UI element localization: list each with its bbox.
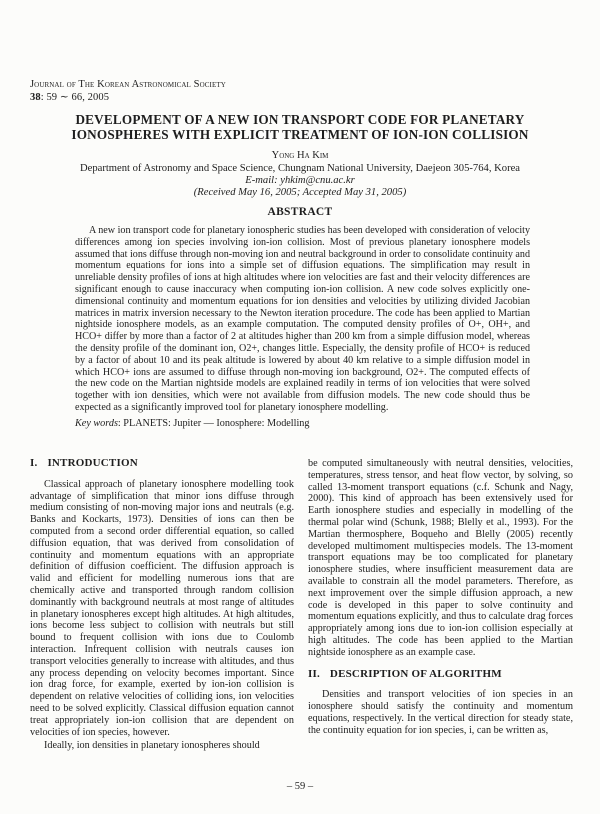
paragraph: Ideally, ion densities in planetary ionospheres should xyxy=(44,740,260,752)
paragraph: be computed simultaneously with neutral densities, velocities, temperatures, stress tensor, and heat flow vector, by solving, so called 13-moment transport equations (c.f. Schunk and Nagy, 2000). This kind of approach has been extensively used for Earth ionosphere studies and especially in modelling of the thermal polar wind (Schunk, 1988; Blelly et al., 1993). For the Martian thermosphere, Boqueho and Blelly (2005) recently developed multimoment multispecies models. The 13-moment transport equations may be too complicated for planetary ionosphere studies, where insufficient measurement data are available to constrain all the model parameters. Therefore, as next improvement over the simple diffusion approach, a new code is developed in this paper to solve continuity and momentum equations explicitly, and thus to calculate drag forces appropriately among ions due to ion-ion collision especially at high altitudes. The code has been applied to the Martian nightside ionosphere as an example case. xyxy=(308,458,573,658)
section-heading-algorithm: II. DESCRIPTION OF ALGORITHM xyxy=(308,667,502,680)
left-column xyxy=(30,458,294,752)
keywords-label: Key words xyxy=(75,418,118,429)
email: E-mail: yhkim@cnu.ac.kr xyxy=(245,175,355,186)
paragraph: Classical approach of planetary ionosphere modelling took advantage of simplification that minor ions diffuse through medium consisting of non-moving major ions and neutrals (e.g. Banks and Kockarts, 1973). Densities of ions can then be computed from a second order differential equation, so called diffusion equation, that was derived from consolidation of continuity and momentum equations with an appropriate definition of diffusion coefficient. The diffusion approach is valid and efficient for modelling numerous ions that are chemically active and transported through random collision dominantly with background neutrals at most range of altitudes in planetary ionospheres except high altitudes. At high altitudes, ions become less subject to collision with neutrals but still bound to frequent collision with ions due to Coulomb interaction. Infrequent collision with neutrals causes ion transport velocities generally to increase with altitudes, and thus any process depending on velocity becomes important. Since ion drag force, for example, exerted by ion-ion collision is dependent on relative velocities of colliding ions, ion velocities need to be solved explicitly. Classical diffusion equation cannot treat appropriately ion-ion collision that are dependent on velocities of ion species, however. xyxy=(30,478,294,738)
abstract-text: A new ion transport code for planetary ionospheric studies has been developed with consideration of velocity differences among ion species involving ion-ion collision. Most of previous planetary ionosphere models assumed that ions diffuse through non-moving ion and neutral background in order to consolidate continuity and momentum equations for ions into a simple set of diffusion equations. The simplification may result in unreliable density profiles of ions at high altitudes where ion velocities are fast and their velocity differences are significant enough to cause inaccuracy when computing ion-ion collision. A new code solves explicitly one-dimensional continuity and momentum equations for ion densities and velocities by utilizing divided Jacobian matrices in matrix inversion necessary to the Newton iteration procedure. The code has been applied to Martian nightside ionosphere models, as an example computation. The computed density profiles of O+, OH+, and HCO+ differ by more than a factor of 2 at altitudes higher than 200 km from a simple diffusion model, whereas the density profile of the dominant ion, O2+, changes little. Especially, the density profile of HCO+ is reduced by a factor of about 10 and its peak altitude is lowered by about 40 km relative to a simple diffusion model in which HCO+ ions are assumed to diffuse through non-moving ion background, O2+. The computed effects of the new code on the Martian nightside models are explained readily in terms of ion velocities that were solved together with ion densities, which were not available from diffusion models. The new code should thus be expected as a significantly improved tool for planetary ionosphere modelling. xyxy=(75,225,530,413)
paragraph: Densities and transport velocities of ion species in an ionosphere should satisfy the continuity and momentum equations, respectively. In the vertical direction for steady state, the continuity equation for ion species, i, can be written as, xyxy=(308,689,573,736)
keywords xyxy=(75,418,530,429)
affiliation: Department of Astronomy and Space Science, Chungnam National University, Daejeon 305-764, Korea xyxy=(79,163,520,174)
journal-volume: 38: 59 ∼ 66, 2005 xyxy=(30,92,110,103)
received-dates: (Received May 16, 2005; Accepted May 31, 2005) xyxy=(193,187,407,198)
section-heading-introduction: I. INTRODUCTION xyxy=(30,457,138,469)
page-number: – 59 – xyxy=(286,781,314,792)
keywords-value: : PLANETS: Jupiter — Ionosphere: Modelling xyxy=(117,418,310,429)
right-column xyxy=(308,458,573,737)
author: Yong Ha Kim xyxy=(271,150,329,161)
abstract-heading: ABSTRACT xyxy=(267,206,333,218)
affiliation-block xyxy=(0,163,600,199)
journal-name: Journal of The Korean Astronomical Society xyxy=(30,79,226,90)
paper-title: DEVELOPMENT OF A NEW ION TRANSPORT CODE FOR PLANETARY IONOSPHERES WITH EXPLICIT TREATMENT OF ION-ION COLLISION xyxy=(71,112,529,142)
journal-header xyxy=(30,78,226,104)
